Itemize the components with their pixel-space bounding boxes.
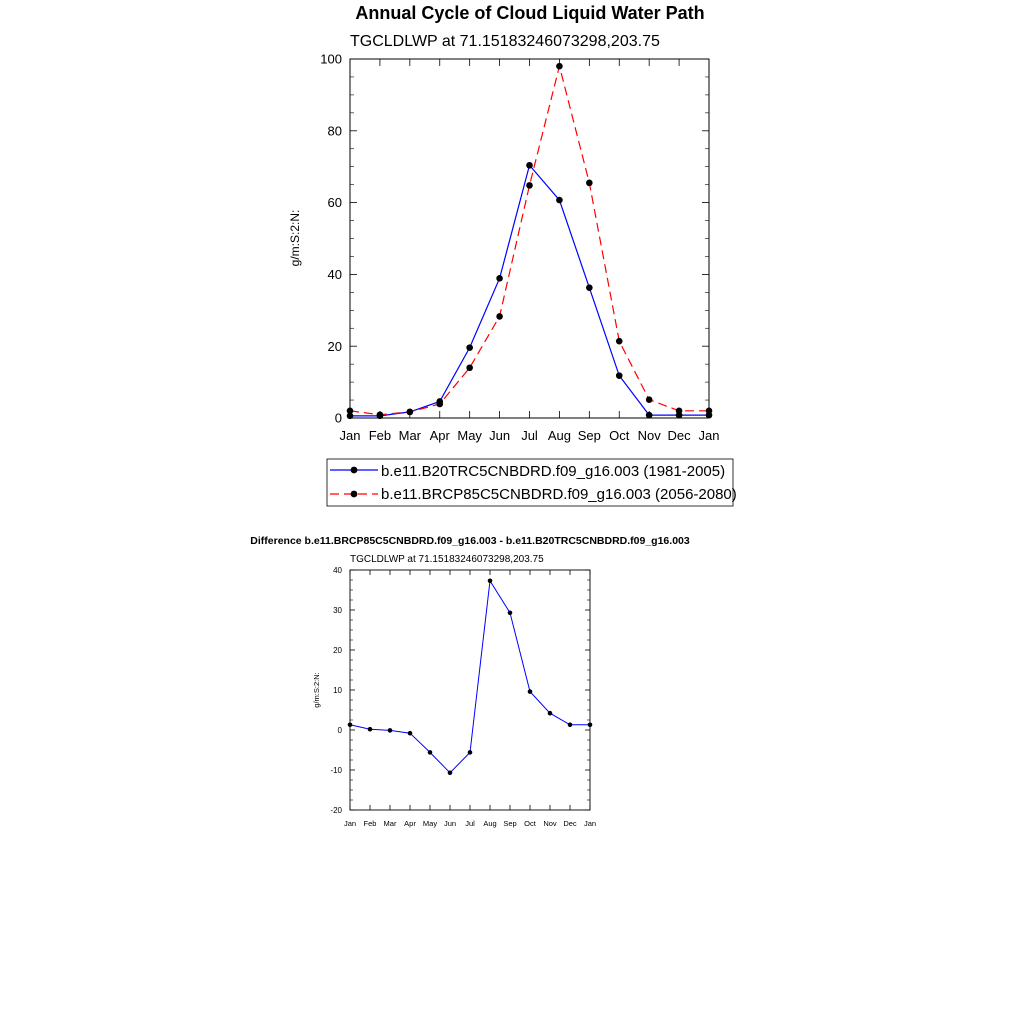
- plot-frame: [350, 59, 709, 418]
- series-2-point: [556, 63, 563, 70]
- series-1-point: [526, 162, 533, 169]
- y-tick-label: 20: [333, 645, 342, 655]
- x-tick-label: Mar: [383, 819, 397, 828]
- x-tick-label: Nov: [543, 819, 557, 828]
- x-tick-label: Jun: [443, 819, 457, 828]
- series-2-point: [586, 180, 593, 187]
- series-1-point: [496, 275, 503, 282]
- x-tick-label: Sep: [577, 428, 601, 443]
- series-1-point: [548, 711, 553, 716]
- y-tick-label: 100: [320, 51, 342, 67]
- x-tick-label: Jul: [521, 428, 538, 443]
- x-tick-label: Feb: [368, 428, 392, 443]
- annual-cycle-chart: [288, 3, 737, 506]
- y-tick-label: -10: [330, 765, 342, 775]
- series-1-point: [388, 728, 393, 733]
- x-tick-label: Jul: [465, 819, 475, 828]
- x-tick-label: Oct: [524, 819, 536, 828]
- y-tick-label: 40: [327, 266, 342, 282]
- series-line-1: [350, 165, 709, 416]
- legend-label-series-2: b.e11.BRCP85C5CNBDRD.f09_g16.003 (2056-2080): [381, 486, 737, 503]
- x-tick-label: May: [422, 819, 438, 828]
- x-tick-label: Aug: [547, 428, 571, 443]
- x-tick-label: Jan: [698, 428, 720, 443]
- series-1-point: [488, 579, 493, 584]
- x-tick-label: Nov: [637, 428, 661, 443]
- axis-ticks: [330, 566, 596, 828]
- y-axis-label: g/m:S:2:N:: [288, 209, 302, 267]
- difference-chart: [250, 535, 690, 828]
- legend-label-series-1: b.e11.B20TRC5CNBDRD.f09_g16.003 (1981-2005): [381, 463, 726, 480]
- chart-title: Difference b.e11.BRCP85C5CNBDRD.f09_g16.003 - b.e11.B20TRC5CNBDRD.f09_g16.003: [250, 535, 690, 547]
- series-1-point: [646, 412, 653, 419]
- x-tick-label: Sep: [503, 819, 517, 828]
- y-tick-label: 10: [333, 685, 342, 695]
- series-1-point: [568, 723, 573, 728]
- series-2-point: [407, 409, 414, 416]
- y-tick-label: 40: [333, 565, 342, 575]
- y-tick-label: 60: [327, 195, 342, 211]
- series-line-1: [350, 581, 590, 773]
- y-tick-label: 80: [327, 123, 342, 139]
- x-tick-label: Dec: [667, 428, 691, 443]
- y-tick-label: 0: [337, 725, 342, 735]
- series-1-point: [466, 344, 473, 351]
- series-1-point: [468, 750, 473, 755]
- chart-subtitle: TGCLDLWP at 71.15183246073298,203.75: [350, 33, 660, 50]
- y-tick-label: -20: [330, 805, 342, 815]
- x-tick-label: Jun: [489, 428, 511, 443]
- chart-title: Annual Cycle of Cloud Liquid Water Path: [355, 3, 705, 23]
- series-1-point: [448, 771, 453, 776]
- series-2-point: [496, 313, 503, 320]
- x-tick-label: Aug: [483, 819, 497, 828]
- series-2-point: [526, 182, 533, 189]
- x-tick-label: Dec: [563, 819, 577, 828]
- series-1-point: [556, 197, 563, 204]
- x-tick-label: Jan: [339, 428, 361, 443]
- x-tick-label: Apr: [429, 428, 450, 443]
- legend-marker-series-1: [351, 467, 358, 474]
- series-2-point: [676, 408, 683, 415]
- x-tick-label: Jan: [583, 819, 597, 828]
- series-2-point: [436, 401, 443, 408]
- legend-marker-series-2: [351, 491, 358, 498]
- series-1-point: [528, 689, 533, 694]
- legend: [327, 459, 737, 506]
- x-tick-label: Apr: [404, 819, 416, 828]
- y-tick-label: 30: [333, 605, 342, 615]
- series-2-point: [616, 338, 623, 345]
- x-tick-label: Mar: [398, 428, 422, 443]
- series-1-point: [616, 372, 623, 379]
- series-1-point: [408, 731, 413, 736]
- series-line-2: [350, 66, 709, 415]
- x-tick-label: Jan: [343, 819, 357, 828]
- series-1-point: [586, 284, 593, 291]
- y-tick-label: 20: [327, 338, 342, 354]
- series-2-point: [466, 364, 473, 371]
- plot-lines: [347, 63, 713, 419]
- x-tick-label: Feb: [363, 819, 377, 828]
- y-axis-label: g/m:S:2:N:: [312, 672, 321, 708]
- x-tick-label: May: [457, 428, 482, 443]
- series-1-point: [428, 750, 433, 755]
- plot-frame: [350, 570, 590, 810]
- series-1-point: [508, 611, 513, 616]
- series-2-point: [646, 396, 653, 403]
- chart-subtitle: TGCLDLWP at 71.15183246073298,203.75: [350, 554, 544, 565]
- axis-ticks: [320, 52, 719, 443]
- series-2-point: [377, 411, 384, 418]
- plot-lines: [348, 579, 593, 776]
- x-tick-label: Oct: [609, 428, 630, 443]
- y-tick-label: 0: [334, 410, 342, 426]
- series-1-point: [368, 727, 373, 732]
